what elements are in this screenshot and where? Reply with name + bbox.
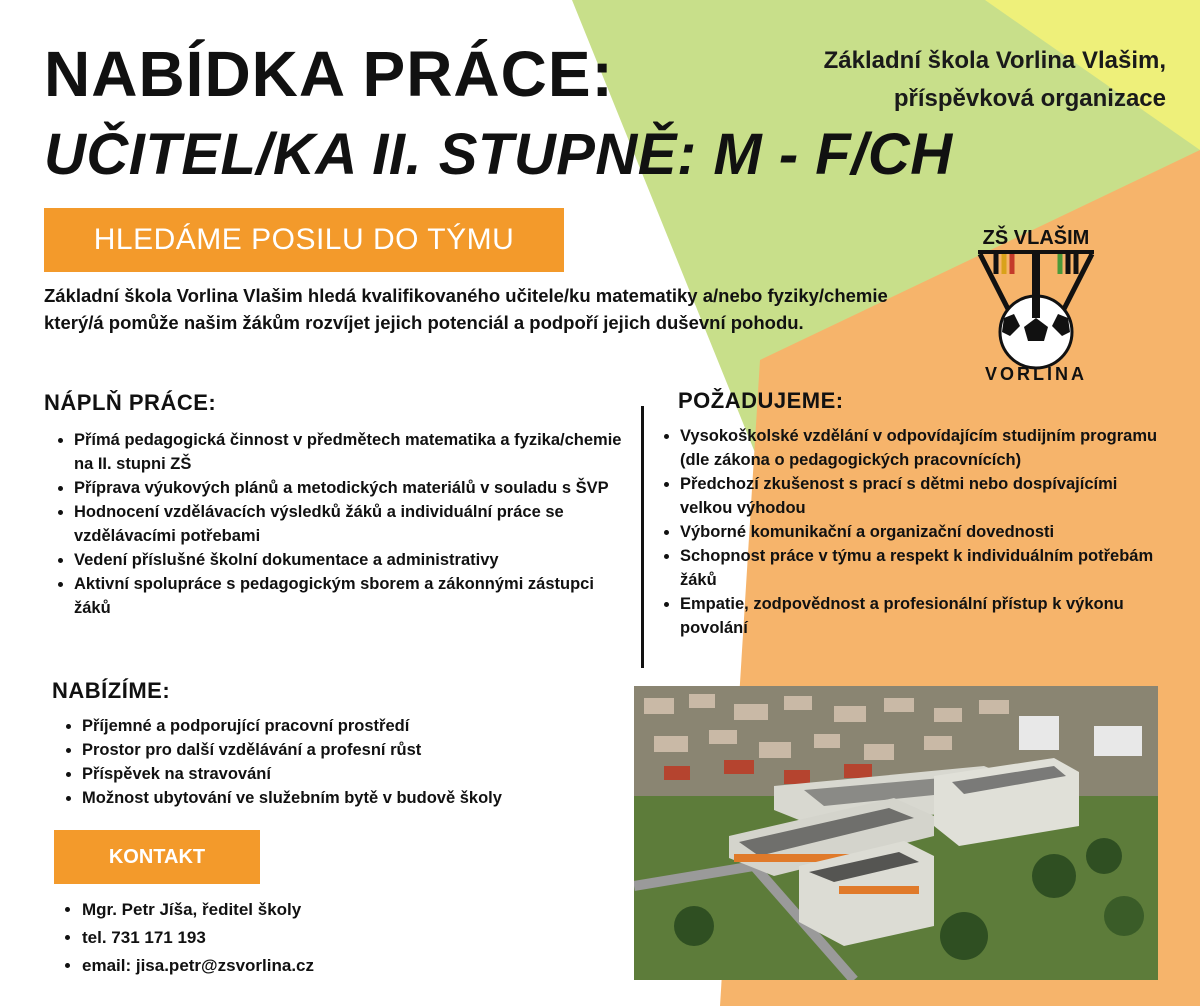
- intro-text: Základní škola Vorlina Vlašim hledá kvalifikovaného učitele/ku matematiky a/nebo fyziky/chemie který/á pomůže našim žákům rozvíjet jejich potenciál a podpoří jejich duševní pohodu.: [44, 285, 888, 333]
- list-item: • Prostor pro další vzdělávání a profesní růst: [82, 738, 642, 762]
- requirements-section: [650, 388, 1170, 640]
- contact-section: [52, 896, 552, 980]
- logo-bottom-text: VORLINA: [985, 364, 1087, 384]
- contact-name: • Mgr. Petr Jíša, ředitel školy: [82, 896, 552, 924]
- list-item: • Aktivní spolupráce s pedagogickým sborem a zákonnými zástupci žáků: [74, 572, 634, 620]
- list-item: • Vysokoškolské vzdělání v odpovídajícím studijním programu (dle zákona o pedagogických pracovnících): [680, 424, 1170, 472]
- contact-label: KONTAKT: [54, 830, 260, 884]
- list-item: • Přímá pedagogická činnost v předmětech matematika a fyzika/chemie na II. stupni ZŠ: [74, 428, 634, 476]
- list-item: • Empatie, zodpovědnost a profesionální přístup k výkonu povolání: [680, 592, 1170, 640]
- offer-heading: NABÍZÍME:: [52, 678, 171, 703]
- position-title: UČITEL/KA II. STUPNĚ: M - F/CH: [44, 122, 953, 187]
- contact-list: [52, 896, 552, 980]
- school-name-line1: Základní škola Vorlina Vlašim,: [823, 47, 1166, 74]
- requirements-list: [650, 424, 1170, 640]
- contact-phone[interactable]: • tel. 731 171 193: [82, 924, 552, 952]
- column-divider: [641, 406, 644, 668]
- list-item: • Předchozí zkušenost s prací s dětmi nebo dospívajícími velkou výhodou: [680, 472, 1170, 520]
- offer-list: [52, 714, 642, 810]
- job-content-section: [44, 390, 634, 620]
- school-name: [696, 42, 1166, 118]
- list-item: • Vedení příslušné školní dokumentace a administrativy: [74, 548, 634, 572]
- school-logo: [966, 214, 1106, 384]
- job-content-heading: NÁPLŇ PRÁCE:: [44, 390, 217, 415]
- list-item: • Výborné komunikační a organizační dovednosti: [680, 520, 1170, 544]
- page-title: NABÍDKA PRÁCE:: [44, 38, 614, 110]
- school-name-line2: příspěvková organizace: [893, 85, 1166, 112]
- list-item: • Schopnost práce v týmu a respekt k individuálním potřebám žáků: [680, 544, 1170, 592]
- requirements-heading: POŽADUJEME:: [678, 388, 844, 413]
- logo-top-text: ZŠ VLAŠIM: [982, 227, 1090, 249]
- offer-section: [52, 678, 642, 810]
- contact-email[interactable]: • email: jisa.petr@zsvorlina.cz: [82, 952, 552, 980]
- list-item: • Hodnocení vzdělávacích výsledků žáků a individuální práce se vzdělávacími potřebami: [74, 500, 634, 548]
- job-content-list: [44, 428, 634, 620]
- school-aerial-photo: [634, 686, 1158, 980]
- list-item: • Příspěvek na stravování: [82, 762, 642, 786]
- list-item: • Možnost ubytování ve služebním bytě v budově školy: [82, 786, 642, 810]
- hiring-banner: HLEDÁME POSILU DO TÝMU: [44, 208, 564, 272]
- list-item: • Příjemné a podporující pracovní prostředí: [82, 714, 642, 738]
- list-item: • Příprava výukových plánů a metodických materiálů v souladu s ŠVP: [74, 476, 634, 500]
